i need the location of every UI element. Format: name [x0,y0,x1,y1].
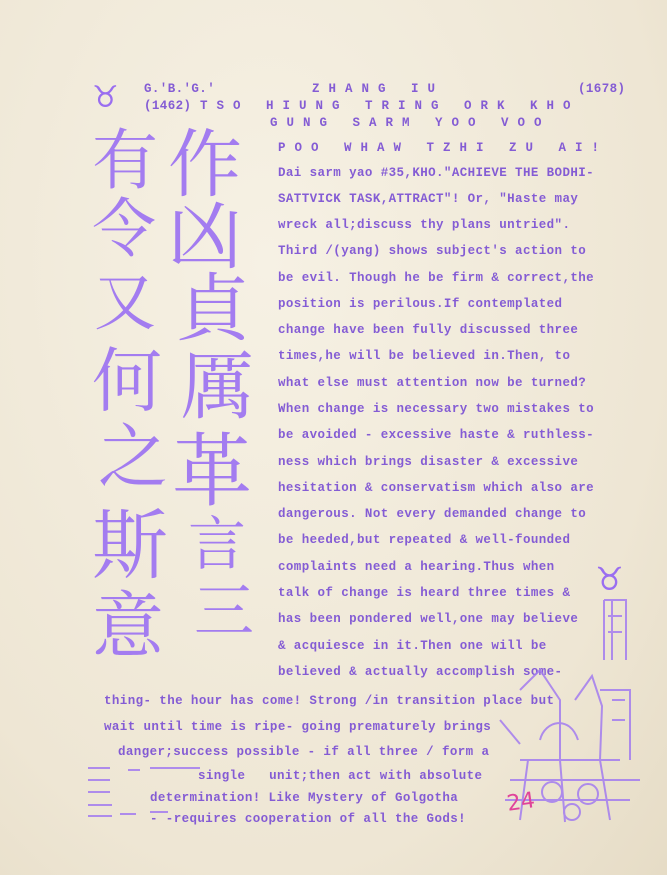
body-line: be evil. Though he be firm & correct,the [278,271,595,285]
body-line: believed & actually accomplish some- [278,665,563,679]
wide-line: - -requires cooperation of all the Gods! [150,812,467,826]
page-number: 24 [505,788,537,817]
chinese-character: 又 [94,266,157,339]
body-line: be avoided - excessive haste & ruthless- [278,428,595,442]
body-line: Dai sarm yao #35,KHO."ACHIEVE THE BODHI- [278,166,595,180]
chinese-character: 何 [92,340,162,422]
body-line: what else must attention now be turned? [278,376,587,390]
body-line: complaints need a hearing.Thus when [278,560,555,574]
chinese-character: 言 [188,510,247,578]
body-line: SATTVICK TASK,ATTRACT"! Or, "Haste may [278,192,579,206]
taurus-symbol-icon: ♉ [92,80,119,115]
title-line-3: POO WHAW TZHI ZU AI! [278,141,609,155]
body-line: & acquiesce in it.Then one will be [278,639,547,653]
body-line: be heeded,but repeated & well-founded [278,533,571,547]
body-line: When change is necessary two mistakes to [278,402,595,416]
body-line: change have been fully discussed three [278,323,579,337]
body-line: ness which brings disaster & excessive [278,455,579,469]
series-code: G.'B.'G.' [144,82,216,96]
body-line: dangerous. Not every demanded change to [278,507,587,521]
wide-line: thing- the hour has come! Strong /in transition place but [104,694,555,708]
wide-line: danger;success possible - if all three / form a [118,745,490,759]
number-left: (1462) [144,99,192,113]
body-line: hesitation & conservatism which also are [278,481,595,495]
chinese-character: 三 [194,577,254,647]
taurus-symbol-icon: ♉ [595,560,624,598]
number-right: (1678) [578,82,626,96]
author-name: ZHANG IU [312,82,445,96]
wide-line: single unit;then act with absolute [198,769,483,783]
chinese-character: 厲 [180,344,254,430]
chinese-character: 作 [168,122,242,208]
chinese-character: 貞 [176,266,250,352]
body-line: times,he will be believed in.Then, to [278,349,571,363]
body-line: has been pondered well,one may believe [278,612,579,626]
chinese-character: 凶 [168,194,242,280]
wide-line: determination! Like Mystery of Golgotha [150,791,459,805]
chinese-character: 之 [98,416,168,498]
chinese-character: 有 [92,122,158,199]
chinese-character: 令 [92,193,156,267]
chinese-character: 革 [172,425,252,518]
chinese-character: 意 [92,584,165,668]
body-line: Third /(yang) shows subject's action to [278,244,587,258]
body-line: talk of change is heard three times & [278,586,571,600]
body-line: wreck all;discuss thy plans untried". [278,218,571,232]
title-line-2: GUNG SARM YOO VOO [270,116,551,130]
title-line-1: TSO HIUNG TRING ORK KHO [200,99,580,113]
wide-line: wait until time is ripe- going prematurely brings [104,720,492,734]
chinese-character: 斯 [92,501,168,590]
body-line: position is perilous.If contemplated [278,297,563,311]
